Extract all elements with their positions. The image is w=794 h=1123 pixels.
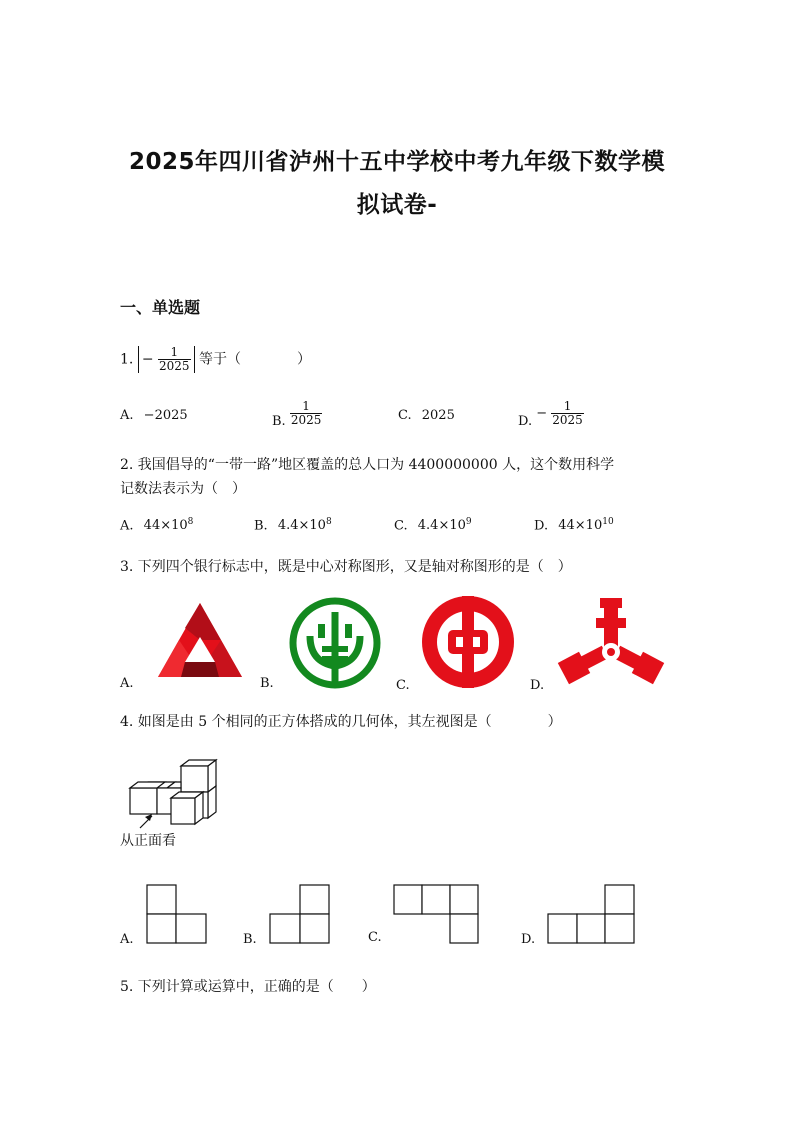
option-base: 44×10: [143, 518, 188, 534]
fraction-numerator: 1: [551, 400, 584, 414]
question-2-line2: 记数法表示为（ ）: [120, 481, 246, 497]
option-label: C.: [394, 518, 408, 534]
logo-b-green-circle: [288, 596, 382, 690]
fraction-numerator: 1: [158, 346, 191, 360]
option-value: 2025: [421, 408, 455, 423]
cube-stack-figure: [126, 758, 226, 830]
q3-label-d: D.: [530, 678, 545, 693]
fraction-denominator: 2025: [552, 413, 583, 427]
fraction-denominator: 2025: [159, 359, 190, 373]
page-title-line1: 2025年四川省泸州十五中学校中考九年级下数学模: [128, 149, 665, 175]
option-label: B.: [254, 518, 268, 534]
q4-option-a-view: [146, 884, 208, 944]
q2-option-d: [534, 517, 614, 533]
option-label: D.: [534, 518, 549, 534]
q3-label-c: C.: [396, 678, 410, 693]
q4-label-d: D.: [521, 932, 536, 947]
q2-option-b: [254, 517, 332, 533]
option-base: 44×10: [558, 518, 603, 534]
fraction: [290, 400, 323, 427]
q4-label-c: C.: [368, 930, 382, 945]
fraction: [551, 400, 584, 427]
question-1-number: 1.: [120, 351, 134, 368]
fraction-denominator: 2025: [290, 413, 322, 427]
q2-option-c: [394, 517, 472, 533]
option-base: 4.4×10: [417, 518, 466, 534]
question-2-line1: 2. 我国倡导的“一带一路”地区覆盖的总人口为 4400000000 人，这个数用科学: [120, 457, 615, 473]
option-value: −2025: [143, 408, 188, 423]
option-label: C.: [398, 408, 412, 423]
option-label: D.: [518, 414, 533, 429]
q4-option-d-view: [547, 884, 635, 944]
q4-option-b-view: [269, 884, 331, 944]
option-exponent: 8: [325, 517, 332, 527]
figure-caption: 从正面看: [120, 833, 176, 849]
question-1: [120, 346, 311, 373]
absolute-value-expression: [138, 346, 195, 373]
fraction: [158, 346, 191, 373]
option-label: A.: [120, 408, 134, 423]
q3-label-b: B.: [260, 676, 274, 691]
page-title-line2: 拟试卷-: [356, 192, 438, 218]
q2-option-a: [120, 517, 193, 533]
q4-option-c-view: [393, 884, 479, 944]
logo-a-triangle: [155, 600, 245, 682]
q1-option-b: [272, 400, 322, 429]
q3-label-a: A.: [120, 676, 134, 691]
minus-sign: −: [141, 351, 154, 368]
option-exponent: 9: [465, 517, 472, 527]
option-exponent: 8: [187, 517, 194, 527]
q4-label-a: A.: [120, 932, 134, 947]
logo-d-red-emblem: [560, 596, 662, 684]
option-label: B.: [272, 414, 286, 429]
section-heading: 一、单选题: [120, 298, 201, 317]
q1-option-d: [518, 400, 584, 429]
question-5: 5. 下列计算或运算中，正确的是（ ）: [120, 979, 376, 995]
minus-sign: −: [536, 406, 548, 421]
question-1-text: 等于（ ）: [199, 351, 311, 368]
fraction-numerator: 1: [290, 400, 323, 414]
option-exponent: 10: [602, 517, 614, 527]
question-3: 3. 下列四个银行标志中，既是中心对称图形，又是轴对称图形的是（ ）: [120, 559, 572, 575]
q1-option-c: [398, 408, 455, 423]
option-label: A.: [120, 518, 134, 534]
q4-label-b: B.: [243, 932, 257, 947]
logo-c-red-circle: [420, 594, 516, 690]
q1-option-a: [120, 408, 188, 423]
option-base: 4.4×10: [277, 518, 326, 534]
question-4: 4. 如图是由 5 个相同的正方体搭成的几何体，其左视图是（ ）: [120, 714, 562, 730]
